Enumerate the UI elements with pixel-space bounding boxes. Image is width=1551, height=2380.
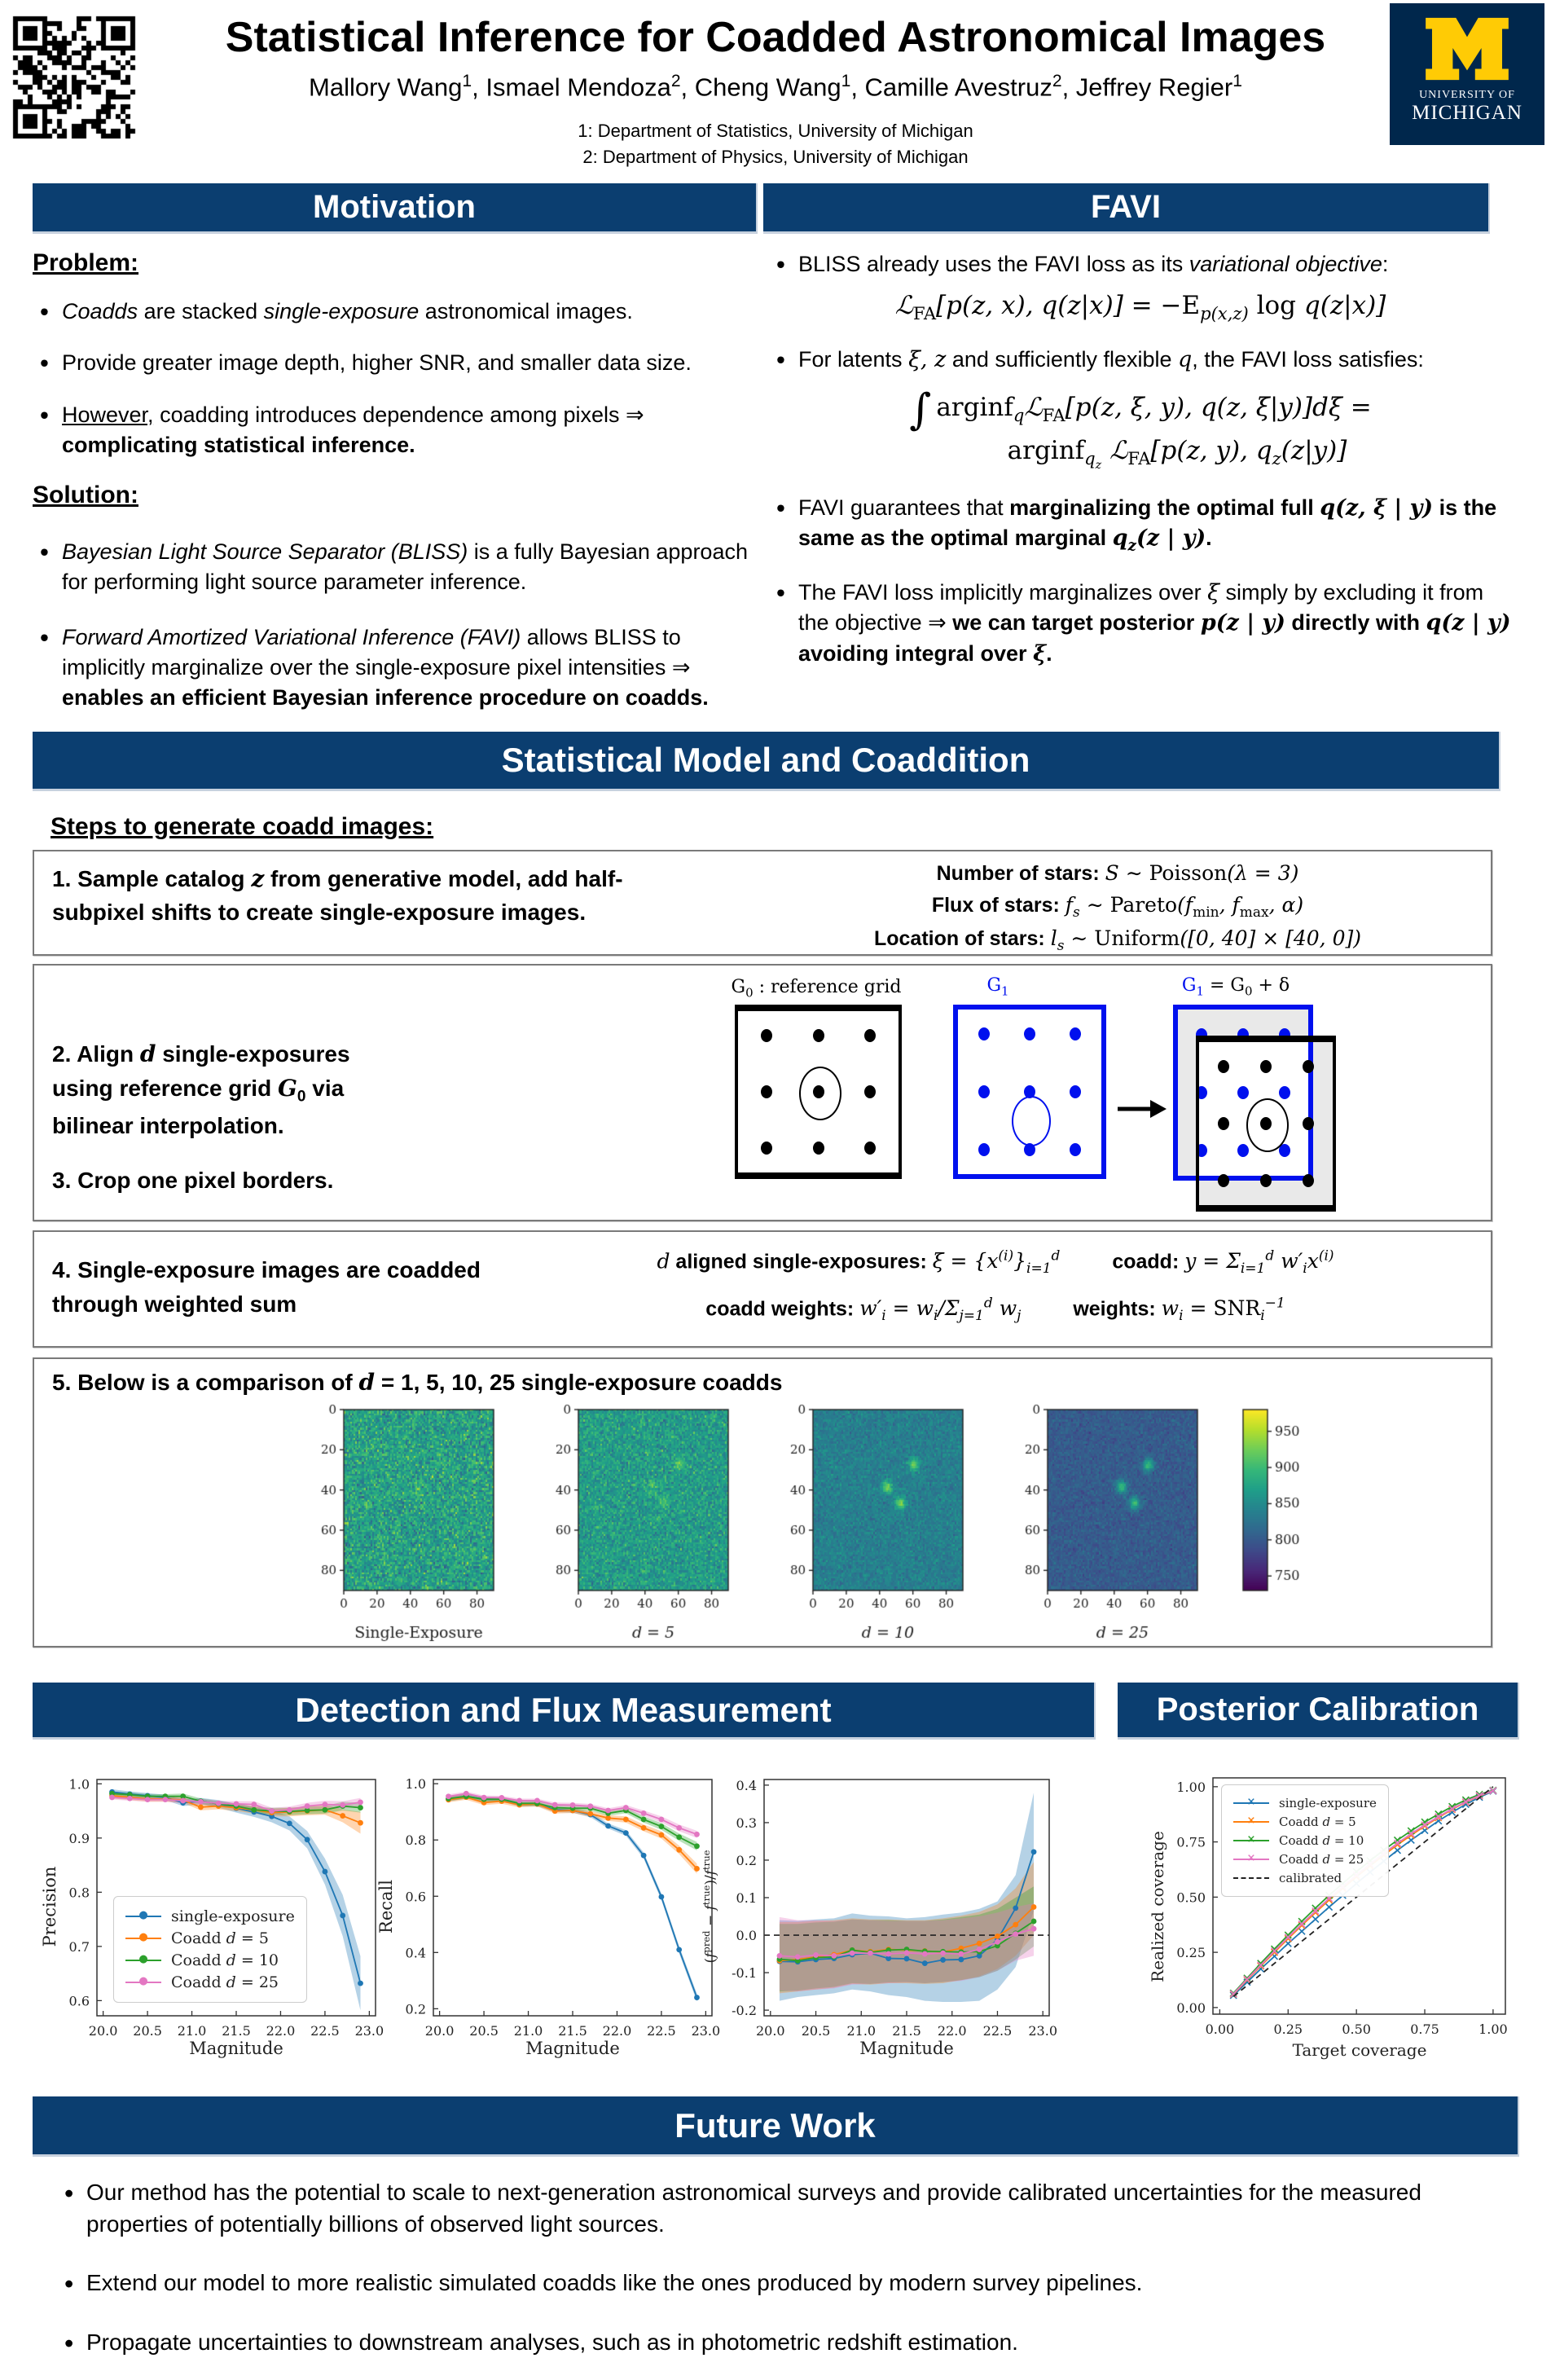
favi-bullet: • FAVI guarantees that marginalizing the optimal full q(z, ξ | y) is the same as the optimal marginal $q_z(z$ | y).: [769, 493, 1512, 557]
g0-overlay-grid: [1196, 1036, 1336, 1212]
svg-text:21.0: 21.0: [177, 2023, 207, 2039]
section-bar-statistical-model: Statistical Model and Coaddition: [33, 732, 1500, 791]
future-work-list: [57, 2177, 1519, 2380]
favi-bullet: • The FAVI loss implicitly marginalizes over ξ simply by excluding it from the objective ⇒ we can target posterior p(z | y) directly with q(z | y) avoiding integral over ξ.: [769, 578, 1512, 669]
grid-label-g1-shift: $G_1 = G_0 + \delta$: [1181, 975, 1290, 999]
flux-ylabel: $(f^{pred} - f^{true})/f^{true}$: [701, 1850, 719, 1964]
section-bar-detection: Detection and Flux Measurement: [33, 1683, 1096, 1740]
grid-dot: [761, 1085, 772, 1098]
precision-xlabel: Magnitude: [189, 2039, 283, 2058]
grid-dot: [1218, 1117, 1229, 1130]
legend-entry: ● single-exposure: [125, 1907, 295, 1925]
legend-entry: × single-exposure: [1233, 1796, 1377, 1810]
affiliation-1: 1: Department of Statistics, University of Michigan: [578, 121, 973, 141]
future-bullet: • Propagate uncertainties to downstream analyses, such as in photometric redshift estimation.: [57, 2327, 1519, 2359]
grid-ellipse: [1012, 1096, 1051, 1146]
favi-equation-2b: arginf$_{q_z}$ ℒ$_{FA}$[p(z, y), $q_z(z|y)$]: [1007, 435, 1347, 473]
svg-text:0.8: 0.8: [405, 1832, 426, 1849]
svg-text:0.3: 0.3: [736, 1815, 757, 1831]
step1-text: 1. Sample catalog z from generative model, add half-subpixel shifts to create single-exposure images.: [52, 865, 623, 925]
step1-box: [33, 850, 1492, 956]
grid-dot: [1260, 1060, 1272, 1073]
legend-entry: ● Coadd d = 10: [125, 1951, 295, 1969]
svg-text:0.4: 0.4: [405, 1945, 426, 1961]
grid-dot: [1218, 1060, 1229, 1073]
authors: Mallory Wang$^1$, Ismael Mendoza$^2$, Cheng Wang$^1$, Camille Avestruz$^2$, Jeffrey Regier$^1$: [309, 72, 1242, 102]
legend-entry: calibrated: [1233, 1871, 1377, 1885]
coadd-panel-d5: [543, 1400, 745, 1644]
svg-text:20.0: 20.0: [755, 2023, 785, 2039]
svg-text:1.00: 1.00: [1176, 1779, 1206, 1795]
chart-legend: [1221, 1784, 1389, 1897]
page-title: Statistical Inference for Coadded Astronomical Images: [225, 14, 1326, 61]
motivation-bullet: • However, coadding introduces dependence among pixels ⇒ complicating statistical inference.: [33, 400, 759, 461]
g1-grid-diagram: [953, 1005, 1106, 1179]
step4-box: [33, 1230, 1492, 1348]
favi-equation-2a: ∫ arginf$_q$ℒ$_{FA}$[p(z, ξ, y), q(z, ξ|y)]dξ =: [909, 385, 1372, 434]
svg-text:0.1: 0.1: [736, 1890, 757, 1906]
svg-text:0.4: 0.4: [736, 1777, 757, 1793]
problem-label: Problem:: [33, 249, 139, 276]
svg-text:0.25: 0.25: [1176, 1945, 1206, 1961]
svg-text:20.5: 20.5: [801, 2023, 831, 2039]
step4-text: 4. Single-exposure images are coadded through weighted sum: [52, 1257, 481, 1317]
qr-code: [8, 11, 140, 143]
svg-text:20.5: 20.5: [133, 2023, 162, 2039]
svg-text:0.2: 0.2: [405, 2001, 426, 2017]
step5-box: [33, 1357, 1492, 1648]
svg-text:22.5: 22.5: [982, 2023, 1013, 2039]
svg-text:0.2: 0.2: [736, 1852, 757, 1868]
future-bullet: • Our method has the potential to scale to next-generation astronomical surveys and provide calibrated uncertainties for the measured properties of potentially billions of observed light sources.: [57, 2177, 1519, 2240]
svg-text:21.5: 21.5: [222, 2023, 251, 2039]
svg-text:0.00: 0.00: [1205, 2021, 1235, 2037]
grid-dot: [1070, 1085, 1081, 1098]
coverage-chart: [1145, 1765, 1523, 2065]
grid-dot: [813, 1142, 824, 1155]
svg-text:0.00: 0.00: [1176, 1999, 1206, 2016]
svg-text:23.0: 23.0: [354, 2023, 384, 2039]
reference-grid-diagram: [735, 1005, 902, 1179]
step1-math: [792, 858, 1443, 957]
svg-text:0.50: 0.50: [1176, 1889, 1206, 1906]
coadd-panel-d25: [1012, 1400, 1214, 1644]
grid-dot: [864, 1029, 876, 1042]
svg-text:21.5: 21.5: [558, 2023, 587, 2039]
svg-text:0.75: 0.75: [1410, 2021, 1439, 2037]
coverage-xlabel: Target coverage: [1292, 2040, 1427, 2060]
steps-label: Steps to generate coadd images:: [51, 813, 434, 840]
svg-text:22.5: 22.5: [647, 2023, 676, 2039]
svg-text:23.0: 23.0: [1028, 2023, 1058, 2039]
motivation-bullet: • Provide greater image depth, higher SNR, and smaller data size.: [33, 348, 759, 378]
grid-dot: [1260, 1174, 1272, 1187]
section-bar-motivation: Motivation: [33, 183, 758, 234]
affiliation-2: 2: Department of Physics, University of Michigan: [582, 147, 969, 167]
recall-chart: [373, 1768, 723, 2061]
favi-bullet: • For latents ξ, z and sufficiently flexible q, the FAVI loss satisfies:: [769, 345, 1512, 375]
step4-math-row2: coadd weights: $w'_i = w_i/\Sigma_{j=1}^d$ $w_j$ weights: $w_i = SNR_i^{-1}$: [705, 1296, 1285, 1325]
legend-entry: × Coadd d = 25: [1233, 1852, 1377, 1867]
logo-line-2: MICHIGAN: [1412, 102, 1522, 124]
motivation-bullet: • Coadds are stacked single-exposure astronomical images.: [33, 297, 759, 327]
grid-dot: [864, 1085, 876, 1098]
step3-text: 3. Crop one pixel borders.: [52, 1168, 334, 1193]
grid-dot: [761, 1142, 772, 1155]
future-bullet: • Extend our model to more realistic simulated coadds like the ones produced by modern survey pipelines.: [57, 2268, 1519, 2299]
section-bar-calibration: Posterior Calibration: [1118, 1683, 1519, 1740]
coadd-panel-single-exposure: [308, 1400, 510, 1644]
motivation-bullet: • Bayesian Light Source Separator (BLISS) is a fully Bayesian approach for performing light source parameter inference.: [33, 537, 759, 598]
legend-entry: ● Coadd d = 5: [125, 1929, 295, 1947]
grid-ellipse: [1246, 1098, 1289, 1152]
legend-entry: × Coadd d = 5: [1233, 1815, 1377, 1829]
arrow-right-icon: [1118, 1096, 1168, 1122]
svg-text:0.50: 0.50: [1342, 2021, 1371, 2037]
grid-label-g0: $G_0$ : reference grid: [731, 977, 902, 1001]
step2-text: 2. Align d single-exposures using reference grid $G_0$ via bilinear interpolation.: [52, 1040, 350, 1139]
precision-chart: [37, 1768, 387, 2061]
grid-dot: [813, 1029, 824, 1042]
svg-text:1.00: 1.00: [1479, 2021, 1508, 2037]
grid-dot: [1070, 1027, 1081, 1040]
svg-text:21.0: 21.0: [846, 2023, 877, 2039]
svg-text:0.0: 0.0: [736, 1928, 757, 1944]
recall-ylabel: Recall: [376, 1880, 396, 1933]
grid-dot: [1303, 1060, 1314, 1073]
grid-dot: [1303, 1174, 1314, 1187]
grid-dot: [761, 1029, 772, 1042]
svg-text:22.5: 22.5: [310, 2023, 340, 2039]
favi-column: [769, 249, 1512, 690]
grid-label-g1: $G_1$: [986, 975, 1009, 999]
viridis-colorbar: [1232, 1400, 1321, 1644]
svg-text:0.7: 0.7: [68, 1938, 90, 1955]
svg-text:21.5: 21.5: [892, 2023, 921, 2039]
coadd-panel-d10: [777, 1400, 979, 1644]
recall-plot-area: [373, 1768, 723, 2061]
section-bar-future-work: Future Work: [33, 2096, 1519, 2157]
grid-ellipse: [799, 1067, 841, 1120]
grid-dot: [1218, 1174, 1229, 1187]
math-line: Location of stars: $l_s$ ∼ Uniform([0, 40] × [40, 0]): [873, 926, 1361, 955]
grid-dot: [1024, 1027, 1035, 1040]
svg-text:-0.1: -0.1: [732, 1965, 757, 1982]
grid-dot: [864, 1142, 876, 1155]
grid-dot: [978, 1143, 990, 1156]
math-line: Flux of stars: $f_s$ ∼ $Pareto(f_{min}$, $f_{max}$, α): [931, 892, 1304, 921]
chart-legend: [113, 1896, 307, 2003]
flux-plot-area: [699, 1768, 1065, 2061]
step2-box: [33, 964, 1492, 1221]
svg-text:20.0: 20.0: [88, 2023, 118, 2039]
svg-text:0.9: 0.9: [68, 1830, 90, 1846]
grid-dot: [978, 1085, 990, 1098]
svg-text:1.0: 1.0: [405, 1776, 426, 1793]
motivation-column: [33, 249, 759, 734]
svg-text:0.75: 0.75: [1176, 1834, 1206, 1850]
university-michigan-logo: [1390, 3, 1544, 145]
step4-math-row1: d aligned single-exposures: $\xi = \{x^{(i)}\}_{i=1}^d$ coadd: $y = \Sigma_{i=1}^d$ $w'_ix^{(i)}$: [657, 1248, 1334, 1278]
svg-text:22.0: 22.0: [937, 2023, 967, 2039]
grid-dot: [978, 1027, 990, 1040]
favi-equation-1: ℒ$_{FA}$[p(z, x), $q(z|x)] = -E_{p(x,z)}$ log q(z|x)]: [894, 291, 1386, 324]
svg-text:23.0: 23.0: [691, 2023, 721, 2039]
flux-error-chart: [699, 1768, 1065, 2061]
favi-bullet: • BLISS already uses the FAVI loss as its variational objective:: [769, 249, 1512, 279]
step5-text: 5. Below is a comparison of d = 1, 5, 10, 25 single-exposure coadds: [52, 1369, 783, 1396]
svg-text:1.0: 1.0: [68, 1776, 90, 1793]
coverage-ylabel: Realized coverage: [1148, 1831, 1167, 1982]
precision-ylabel: Precision: [40, 1866, 59, 1947]
svg-text:0.6: 0.6: [405, 1889, 426, 1905]
section-bar-favi: FAVI: [763, 183, 1490, 234]
legend-entry: ● Coadd d = 25: [125, 1973, 295, 1991]
motivation-bullet: • Forward Amortized Variational Inference (FAVI) allows BLISS to implicitly marginalize over the single-exposure pixel intensities ⇒ enables an efficient Bayesian inference procedure on coadds.: [33, 622, 759, 714]
solution-label: Solution:: [33, 482, 138, 508]
svg-text:-0.2: -0.2: [732, 2003, 757, 2019]
flux-xlabel: Magnitude: [859, 2039, 954, 2058]
grid-dot: [1070, 1143, 1081, 1156]
svg-text:21.0: 21.0: [513, 2023, 543, 2039]
svg-text:0.25: 0.25: [1273, 2021, 1303, 2037]
svg-text:0.8: 0.8: [68, 1885, 90, 1901]
grid-dot: [1303, 1117, 1314, 1130]
block-m-icon: [1418, 13, 1516, 85]
legend-entry: × Coadd d = 10: [1233, 1833, 1377, 1848]
svg-text:22.0: 22.0: [602, 2023, 632, 2039]
math-line: Number of stars: S ∼ Poisson(λ = 3): [936, 861, 1299, 885]
recall-xlabel: Magnitude: [525, 2039, 620, 2058]
svg-text:0.6: 0.6: [68, 1993, 90, 2009]
svg-text:22.0: 22.0: [266, 2023, 296, 2039]
svg-text:20.5: 20.5: [469, 2023, 499, 2039]
aligned-grid-diagram: [1173, 1005, 1346, 1218]
svg-text:20.0: 20.0: [424, 2023, 455, 2039]
logo-line-1: UNIVERSITY OF: [1419, 89, 1515, 101]
